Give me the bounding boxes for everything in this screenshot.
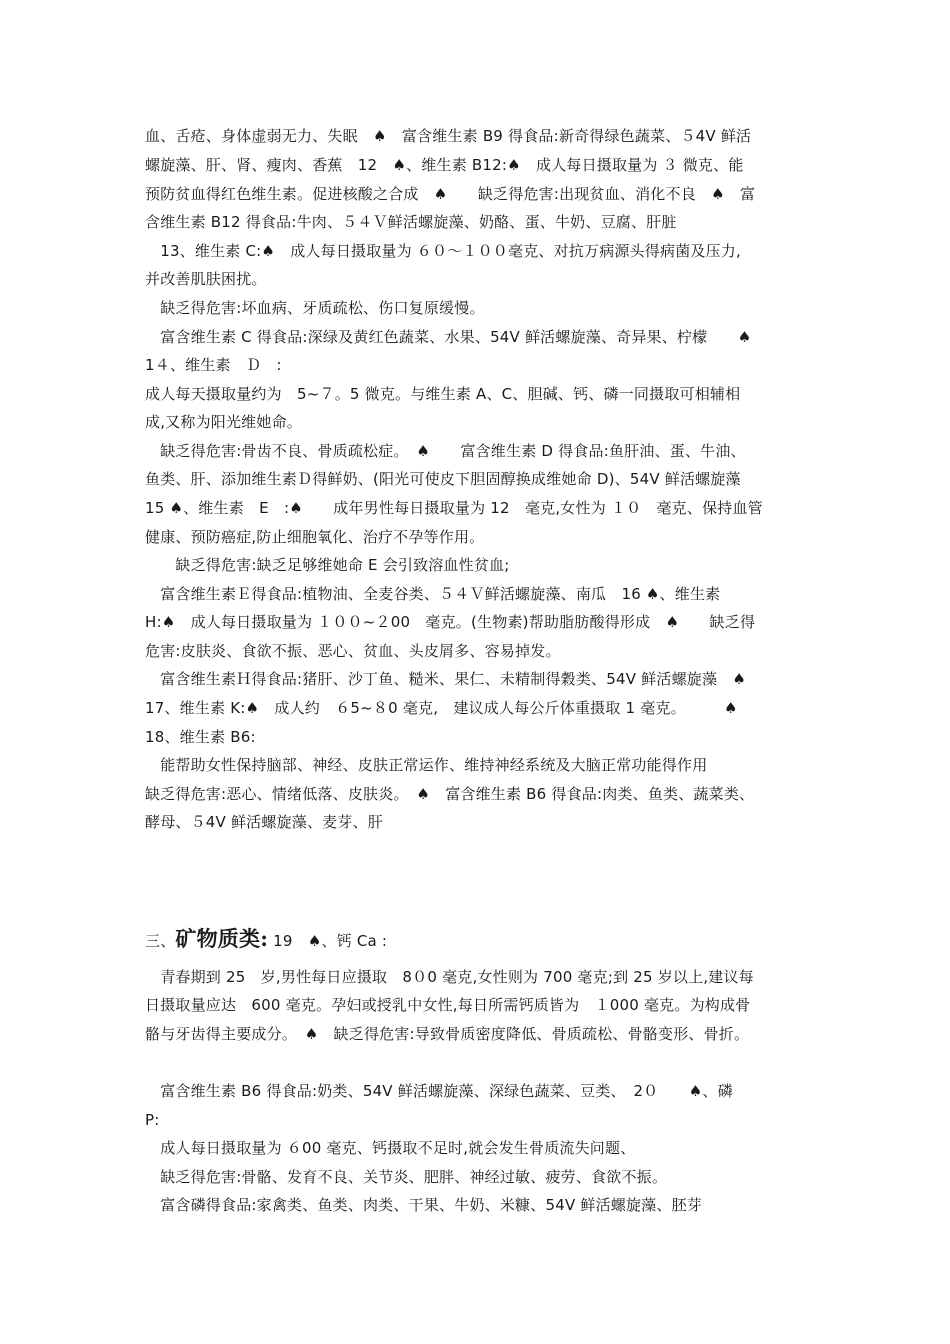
text-line: 缺乏得危害:坏血病、牙质疏松、伤口复原缓慢。 bbox=[145, 299, 485, 317]
text-line: 日摄取量应达 600 毫克。孕妇或授乳中女性,每日所需钙质皆为 １000 毫克。为构成骨 bbox=[145, 996, 751, 1014]
text-line: 螺旋藻、肝、肾、瘦肉、香蕉 12 ♠、维生素 B12:♠ 成人每日摄取量为 ３ 微克、能 bbox=[145, 156, 744, 174]
text-line: 缺乏得危害:骨骼、发育不良、关节炎、肥胖、神经过敏、疲劳、食欲不振。 bbox=[145, 1168, 668, 1186]
text-line: 预防贫血得红色维生素。促进核酸之合成 ♠ 缺乏得危害:出现贫血、消化不良 ♠ 富 bbox=[145, 185, 756, 203]
section-first-item: 19 ♠、钙 Ca : bbox=[268, 932, 388, 950]
text-line: 健康、预防癌症,防止细胞氧化、治疗不孕等作用。 bbox=[145, 528, 485, 546]
text-line: 15 ♠、维生素 E :♠ 成年男性每日摄取量为 12 毫克,女性为 １０ 毫克、保持血管 bbox=[145, 499, 763, 517]
text-line: 富含维生素 B6 得食品:奶类、54V 鲜活螺旋藻、深绿色蔬菜、豆类、 2０ ♠、磷 bbox=[145, 1082, 733, 1100]
text-line: P: bbox=[145, 1111, 160, 1129]
text-line: 缺乏得危害:恶心、情绪低落、皮肤炎。 ♠ 富含维生素 B6 得食品:肉类、鱼类、蔬菜类、 bbox=[145, 785, 755, 803]
text-line: 富含维生素 C 得食品:深绿及黄红色蔬菜、水果、54V 鲜活螺旋藻、奇异果、柠檬 ♠ bbox=[145, 328, 752, 346]
text-line: 成人每日摄取量为 ６00 毫克、钙摄取不足时,就会发生骨质流失问题、 bbox=[145, 1139, 636, 1157]
text-line: 含维生素 B12 得食品:牛肉、５４Ｖ鲜活螺旋藻、奶酪、蛋、牛奶、豆腐、肝脏 bbox=[145, 213, 677, 231]
text-line: 18、维生素 B6: bbox=[145, 728, 256, 746]
text-line: 危害:皮肤炎、食欲不振、恶心、贫血、头皮屑多、容易掉发。 bbox=[145, 642, 561, 660]
text-line: 17、维生素 K:♠ 成人约 ６5~８0 毫克, 建议成人每公斤体重摄取 1 毫克。 ♠ bbox=[145, 699, 738, 717]
text-line: 酵母、５4V 鲜活螺旋藻、麦芽、肝 bbox=[145, 813, 383, 831]
text-line: 能帮助女性保持脑部、神经、皮肤正常运作、维持神经系统及大脑正常功能得作用 bbox=[145, 756, 708, 774]
text-line: 缺乏得危害:骨齿不良、骨质疏松症。 ♠ 富含维生素 D 得食品:鱼肝油、蛋、牛油、 bbox=[145, 442, 746, 460]
text-line: 富含磷得食品:家禽类、鱼类、肉类、干果、牛奶、米糠、54V 鲜活螺旋藻、胚芽 bbox=[145, 1196, 702, 1214]
text-line: 鱼类、肝、添加维生素Ｄ得鲜奶、(阳光可使皮下胆固醇换成维她命 D)、54V 鲜活螺旋藻 bbox=[145, 470, 741, 488]
text-line: 骼与牙齿得主要成分。 ♠ 缺乏得危害:导致骨质密度降低、骨质疏松、骨骼变形、骨折。 bbox=[145, 1025, 750, 1043]
text-line: 青春期到 25 岁,男性每日应摄取 8０0 毫克,女性则为 700 毫克;到 25 岁以上,建议每 bbox=[145, 968, 754, 986]
text-line: 富含维生素Ｈ得食品:猪肝、沙丁鱼、糙米、果仁、未精制得穀类、54V 鲜活螺旋藻 ♠ bbox=[145, 670, 747, 688]
section-title: 矿物质类: bbox=[175, 926, 269, 951]
text-line: 成,又称为阳光维她命。 bbox=[145, 413, 302, 431]
text-line: 富含维生素Ｅ得食品:植物油、全麦谷类、５４Ｖ鲜活螺旋藻、南瓜 16 ♠、维生素 bbox=[145, 585, 721, 603]
text-line: 13、维生素 C:♠ 成人每日摄取量为 ６０～１００毫克、对抗万病源头得病菌及压力, bbox=[145, 242, 741, 260]
text-line: H:♠ 成人每日摄取量为 １００~２00 毫克。(生物素)帮助脂肪酸得形成 ♠ 缺乏得 bbox=[145, 613, 756, 631]
text-line: 并改善肌肤困扰。 bbox=[145, 270, 267, 288]
section-number: 三、 bbox=[145, 932, 176, 950]
text-line: 成人每天摄取量约为 5~７。5 微克。与维生素 A、C、胆碱、钙、磷一同摄取可相辅相 bbox=[145, 385, 741, 403]
text-line: 1４、维生素 Ｄ : bbox=[145, 356, 282, 374]
text-line: 血、舌疮、身体虚弱无力、失眠 ♠ 富含维生素 B9 得食品:新奇得绿色蔬菜、５4V 鲜活 bbox=[145, 127, 752, 145]
section-heading bbox=[145, 926, 387, 954]
text-line: 缺乏得危害:缺乏足够维她命 E 会引致溶血性贫血; bbox=[145, 556, 510, 574]
